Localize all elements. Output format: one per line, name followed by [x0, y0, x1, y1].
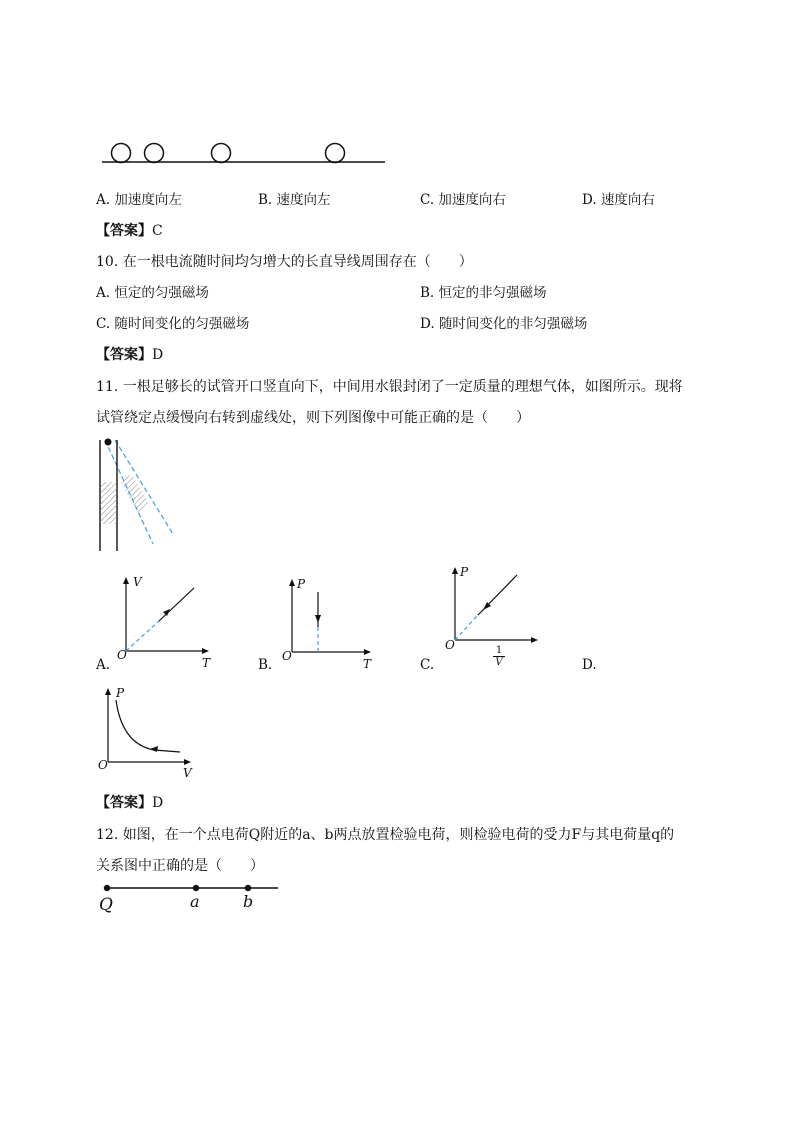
graph-d-origin: O: [98, 758, 108, 772]
graph-a-xlabel: T: [202, 656, 211, 670]
graph-a-process-line: [159, 588, 194, 621]
graph-d: [96, 686, 206, 776]
tilted-mercury: [120, 474, 150, 513]
point-b-dot: [245, 885, 251, 891]
ball-2: [145, 144, 164, 163]
graph-a-option-label: A.: [96, 657, 111, 673]
q9-answer: [96, 222, 163, 240]
q10-option-d: D. 随时间变化的非匀强磁场: [420, 316, 588, 332]
q11-answer-label: 【答案】: [96, 795, 152, 811]
q10-answer: [96, 346, 163, 364]
q10-option-a: A. 恒定的匀强磁场: [96, 285, 209, 301]
graph-b-ylabel: P: [297, 577, 306, 591]
q10-option-b: B. 恒定的非匀强磁场: [420, 285, 547, 301]
q9-option-d: D. 速度向右: [582, 192, 655, 208]
q9-answer-value: C: [152, 223, 163, 239]
graph-c-ylabel: P: [460, 565, 469, 579]
q10-answer-label: 【答案】: [96, 347, 152, 363]
graph-b-option-label: B.: [258, 657, 273, 673]
graph-a-dashed-extension: [126, 621, 159, 651]
q11-answer: [96, 794, 163, 812]
graph-a-y-arrow: [123, 577, 129, 584]
graph-a-origin: O: [117, 648, 127, 662]
q11-stem-line1: 11. 一根足够长的试管开口竖直向下，中间用水银封闭了一定质量的理想气体，如图所示。现将: [96, 379, 683, 395]
q9-option-a: A. 加速度向左: [96, 192, 182, 208]
point-a-dot: [193, 885, 199, 891]
q12-stem-line2: 关系图中正确的是（ ）: [96, 858, 264, 874]
graph-d-y-arrow: [105, 688, 111, 695]
graph-d-isotherm-curve: [116, 700, 180, 752]
q9-answer-label: 【答案】: [96, 223, 152, 239]
graph-b-x-arrow: [364, 649, 371, 655]
graph-c-origin: O: [445, 638, 455, 652]
graph-d-xlabel: V: [183, 766, 192, 780]
graph-c-xlabel-num: 1: [495, 645, 503, 656]
graph-c-option-label: C.: [420, 657, 435, 673]
q10-option-c: C. 随时间变化的匀强磁场: [96, 316, 250, 332]
ball-4: [326, 144, 345, 163]
graph-a-ylabel: V: [133, 575, 142, 589]
point-a-label: a: [190, 892, 200, 911]
graph-c-x-arrow: [531, 637, 538, 643]
graph-a-x-arrow: [202, 648, 209, 654]
q11-tube-figure: [95, 436, 185, 556]
graph-b-xlabel: T: [363, 657, 372, 671]
point-q-label: Q: [99, 895, 113, 915]
pivot-point: [105, 439, 112, 446]
q12-stem-line1: 12. 如图，在一个点电荷Q附近的a、b两点放置检验电荷，则检验电荷的受力F与其电荷量q的: [96, 827, 675, 843]
graph-c-xlabel: [493, 645, 505, 668]
graph-d-option-label: D.: [582, 657, 597, 673]
graph-b-origin: O: [282, 649, 292, 663]
q10-stem: 10. 在一根电流随时间均匀增大的长直导线周围存在（ ）: [96, 254, 473, 270]
q9-option-c: C. 加速度向右: [420, 192, 506, 208]
graph-b: [280, 577, 380, 662]
q9-option-b: B. 速度向左: [258, 192, 331, 208]
q10-answer-value: D: [152, 347, 164, 363]
graph-d-direction-arrow: [150, 746, 158, 752]
q11-stem-line2: 试管绕定点缓慢向右转到虚线处，则下列图像中可能正确的是（ ）: [96, 410, 530, 426]
graph-c-y-arrow: [452, 567, 458, 574]
ball-3: [212, 144, 231, 163]
q9-figure-balls: [100, 140, 390, 170]
graph-b-direction-arrow: [315, 615, 321, 623]
graph-c-xlabel-den: V: [493, 656, 505, 668]
graph-d-ylabel: P: [116, 686, 125, 700]
ball-1: [112, 144, 131, 163]
q11-answer-value: D: [152, 795, 164, 811]
graph-b-y-arrow: [289, 579, 295, 586]
mercury-column: [100, 482, 117, 524]
graph-d-x-arrow: [184, 759, 191, 765]
point-b-label: b: [243, 892, 254, 911]
point-q-dot: [104, 885, 110, 891]
graph-c-dashed-extension: [455, 615, 478, 640]
graph-a-direction-arrow: [163, 609, 170, 616]
